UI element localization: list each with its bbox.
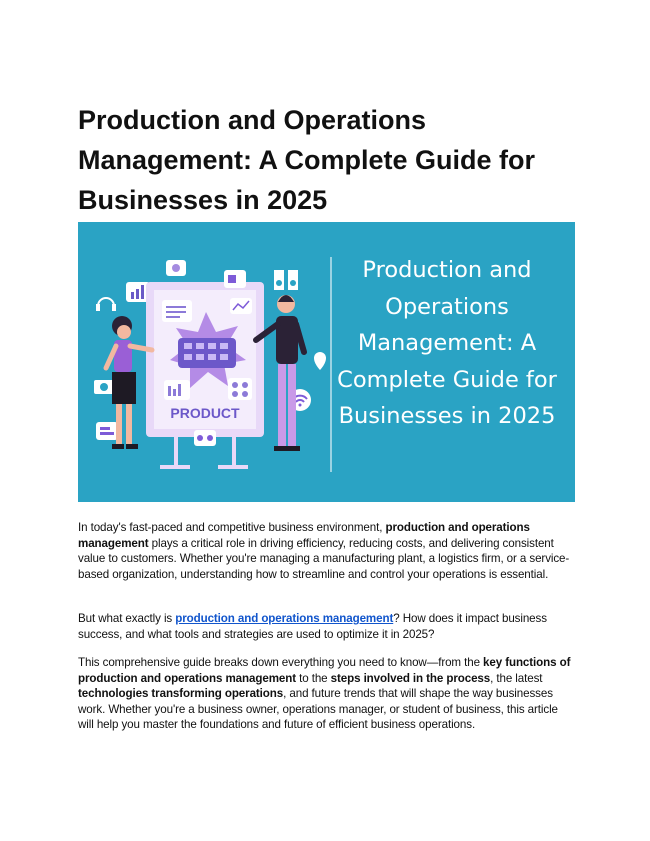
text-run: plays a critical role in driving efficiency, reducing costs, and delivering consistent value to customers. Whether you're managing a manufacturing plant, a logistics firm, or a service-based organization, understanding how to streamline and control your operations is essential. [78,536,570,581]
board-label: PRODUCT [170,405,240,421]
guide-paragraph [78,655,573,733]
text-run: , and future trends that will shape the way businesses work. Whether you're a business owner, operations manager, or student of business, this article will help you master the foundations and future of efficient business operations. [78,687,558,731]
bold-run: technologies transforming operations [78,687,284,700]
hero-image [78,222,575,502]
text-run: In today's fast-paced and competitive business environment, [78,521,386,534]
text-run: , the latest [490,671,543,685]
chat-icon [96,422,118,440]
location-icon [314,352,326,370]
camera-icon [166,260,186,276]
intro-paragraph [78,520,573,582]
text-run: This comprehensive guide breaks down everything you need to know—from the [78,656,484,669]
page-title: Production and Operations Management: A Complete Guide for Businesses in 2025 [78,105,536,215]
pom-link[interactable]: production and operations management [175,612,394,625]
text-run: ? How does it impact business success, and what tools and strategies are used to optimize it in 2025? [78,612,547,641]
product-board [146,270,264,469]
text-run: But what exactly is [78,612,176,625]
bold-run: production and operations management [78,521,530,550]
bold-run: key functions of production and operations management [78,656,571,685]
question-paragraph [78,611,573,642]
bold-run: steps involved in the process [330,671,491,685]
text-run: to the [296,671,331,685]
speaker-icon [274,270,298,290]
hero-heading: Production and Operations Management: A Complete Guide for Businesses in 2025 [337,257,557,429]
headphones-icon [96,298,116,311]
photo-camera-icon [94,380,114,394]
